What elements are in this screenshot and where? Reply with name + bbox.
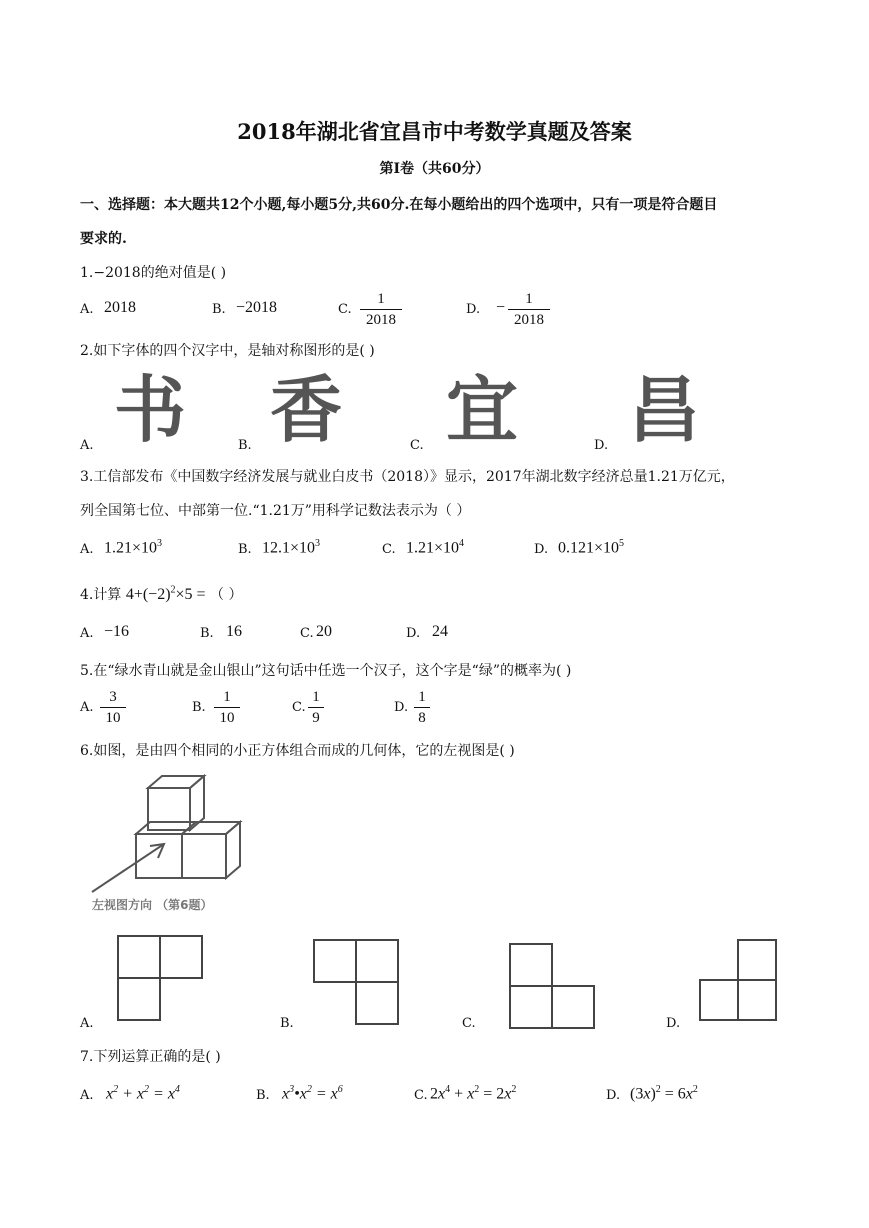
q4-option-b-label: B. (200, 626, 214, 641)
q3-option-a (104, 538, 162, 557)
q5-option-b-numerator: 1 (223, 689, 231, 705)
q2-option-d-character: 昌 (628, 368, 701, 452)
q1-option-a-label: A. (80, 302, 94, 317)
q2-option-b-character: 香 (270, 368, 343, 452)
q3-stem-line1: 3.工信部发布《中国数字经济发展与就业白皮书（2018）》显示，2017年湖北数字经济总量1.21万亿元， (80, 469, 735, 485)
q4-expression-part-b: ×5 = (175, 586, 206, 603)
q1-option-c-fraction (360, 290, 402, 329)
q1-option-d-numerator: 1 (525, 291, 533, 307)
q3-option-b-label: B. (238, 542, 252, 557)
q2-option-c-character: 宜 (446, 368, 519, 452)
q3-stem-line2: 列全国第七位、中部第一位.“1.21万”用科学记数法表示为（ ） (80, 503, 471, 519)
q5-stem: 5.在“绿水青山就是金山银山”这句话中任选一个汉子，这个字是“绿”的概率为( ) (80, 663, 572, 679)
q5-option-c-fraction (308, 688, 324, 727)
q4-option-d-label: D. (406, 626, 421, 641)
q1-option-b: −2018 (236, 299, 278, 316)
q5-option-d-label: D. (394, 700, 409, 715)
q6-cube-figure (86, 772, 266, 894)
q7-option-c: $2x^4 + x^2 = 2x^2$ (430, 1084, 517, 1103)
q6-option-c-label: C. (462, 1016, 476, 1031)
q6-option-d-label: D. (666, 1016, 681, 1031)
q3-option-c-exponent: 4 (459, 538, 465, 549)
q3-option-b (262, 538, 320, 557)
q7-option-c-label: C. (414, 1088, 428, 1103)
q4-option-b: 16 (226, 623, 242, 640)
q2-option-d-label: D. (594, 438, 609, 453)
q2-option-b-label: B. (238, 438, 252, 453)
q4-stem-suffix: （ ） (210, 587, 243, 603)
q1-option-d-label: D. (466, 302, 481, 317)
q5-option-b-label: B. (192, 700, 206, 715)
fraction-bar (414, 707, 430, 708)
q4-option-a-label: A. (80, 626, 94, 641)
q1-option-d-denominator: 2018 (514, 312, 544, 328)
fraction-bar (308, 707, 324, 708)
q2-stem: 2.如下字体的四个汉字中，是轴对称图形的是( ) (80, 343, 375, 359)
q3-option-d-base: 0.121×10 (558, 539, 620, 557)
q4-expression (126, 586, 206, 603)
q3-option-d-exponent: 5 (619, 538, 625, 549)
q1-option-c-denominator: 2018 (366, 312, 396, 328)
q1-option-b-label: B. (212, 302, 226, 317)
q6-option-c-view (508, 942, 596, 1032)
q3-option-a-exponent: 3 (157, 538, 163, 549)
fraction-bar (508, 309, 550, 310)
q7-option-d-label: D. (606, 1088, 621, 1103)
q1-option-a: 2018 (104, 299, 136, 316)
q5-option-a-numerator: 3 (109, 689, 117, 705)
q4-option-a: −16 (104, 623, 130, 640)
q3-option-d (558, 538, 624, 557)
section-heading-line2: 要求的. (80, 231, 127, 247)
q5-option-c-numerator: 1 (312, 689, 320, 705)
fraction-bar (214, 707, 240, 708)
q3-option-b-base: 12.1×10 (262, 539, 316, 557)
q6-option-b-label: B. (280, 1016, 294, 1031)
q3-option-c-label: C. (382, 542, 396, 557)
q7-stem: 7.下列运算正确的是( ) (80, 1049, 221, 1065)
q3-option-a-label: A. (80, 542, 94, 557)
q5-option-a-fraction (100, 688, 126, 727)
q5-option-b-fraction (214, 688, 240, 727)
section-heading-line1: 一、选择题：本大题共12个小题,每小题5分,共60分.在每小题给出的四个选项中，只有一项是符合题目 (80, 197, 718, 213)
q1-option-d-sign: − (496, 299, 506, 316)
q7-option-d: $(3x)^2 = 6x^2$ (630, 1084, 698, 1103)
q6-figure-caption: 左视图方向 （第6题） (92, 898, 213, 912)
q3-option-c (406, 538, 464, 557)
fraction-bar (360, 309, 402, 310)
q5-option-d-fraction (414, 688, 430, 727)
q5-option-a-denominator: 10 (105, 710, 121, 726)
q7-option-b: $x^3•x^2 = x^6$ (282, 1084, 343, 1103)
q3-option-a-base: 1.21×10 (104, 539, 158, 557)
q5-option-b-denominator: 10 (219, 710, 235, 726)
q4-option-d: 24 (432, 623, 448, 640)
page-title: 2018年湖北省宜昌市中考数学真题及答案 (237, 119, 632, 144)
q3-option-c-base: 1.21×10 (406, 539, 460, 557)
q6-option-b-view (312, 938, 400, 1028)
q3-option-d-label: D. (534, 542, 549, 557)
page-subtitle: 第Ⅰ卷（共60分） (379, 161, 490, 177)
q7-option-a: $x^2 + x^2 = x^4$ (106, 1084, 180, 1103)
q7-option-a-label: A. (80, 1088, 94, 1103)
fraction-bar (100, 707, 126, 708)
q4-stem (80, 584, 242, 604)
q1-option-c-numerator: 1 (377, 291, 385, 307)
q1-stem: 1.−2018的绝对值是( ) (80, 265, 227, 281)
q4-expression-exponent: 2 (170, 584, 176, 596)
q7-option-b-label: B. (256, 1088, 270, 1103)
q6-stem: 6.如图，是由四个相同的小正方体组合而成的几何体，它的左视图是( ) (80, 743, 515, 759)
q5-option-a-label: A. (80, 700, 94, 715)
q4-expression-part-a: 4+(−2) (125, 586, 171, 603)
q6-option-d-view (698, 938, 780, 1024)
q2-option-c-label: C. (410, 438, 424, 453)
q4-option-c-label: C. (300, 626, 314, 641)
q2-option-a-character: 书 (114, 368, 187, 452)
q1-option-d-fraction (508, 290, 550, 329)
q4-option-c: 20 (316, 623, 332, 640)
q6-option-a-view (116, 934, 204, 1024)
q6-option-a-label: A. (80, 1016, 94, 1031)
q1-option-c-label: C. (338, 302, 352, 317)
q5-option-d-denominator: 8 (418, 710, 426, 726)
q3-option-b-exponent: 3 (315, 538, 321, 549)
q2-option-a-label: A. (80, 438, 94, 453)
q5-option-c-label: C. (292, 700, 306, 715)
q4-stem-prefix: 4.计算 (80, 587, 122, 603)
q5-option-d-numerator: 1 (418, 689, 426, 705)
q5-option-c-denominator: 9 (312, 710, 320, 726)
